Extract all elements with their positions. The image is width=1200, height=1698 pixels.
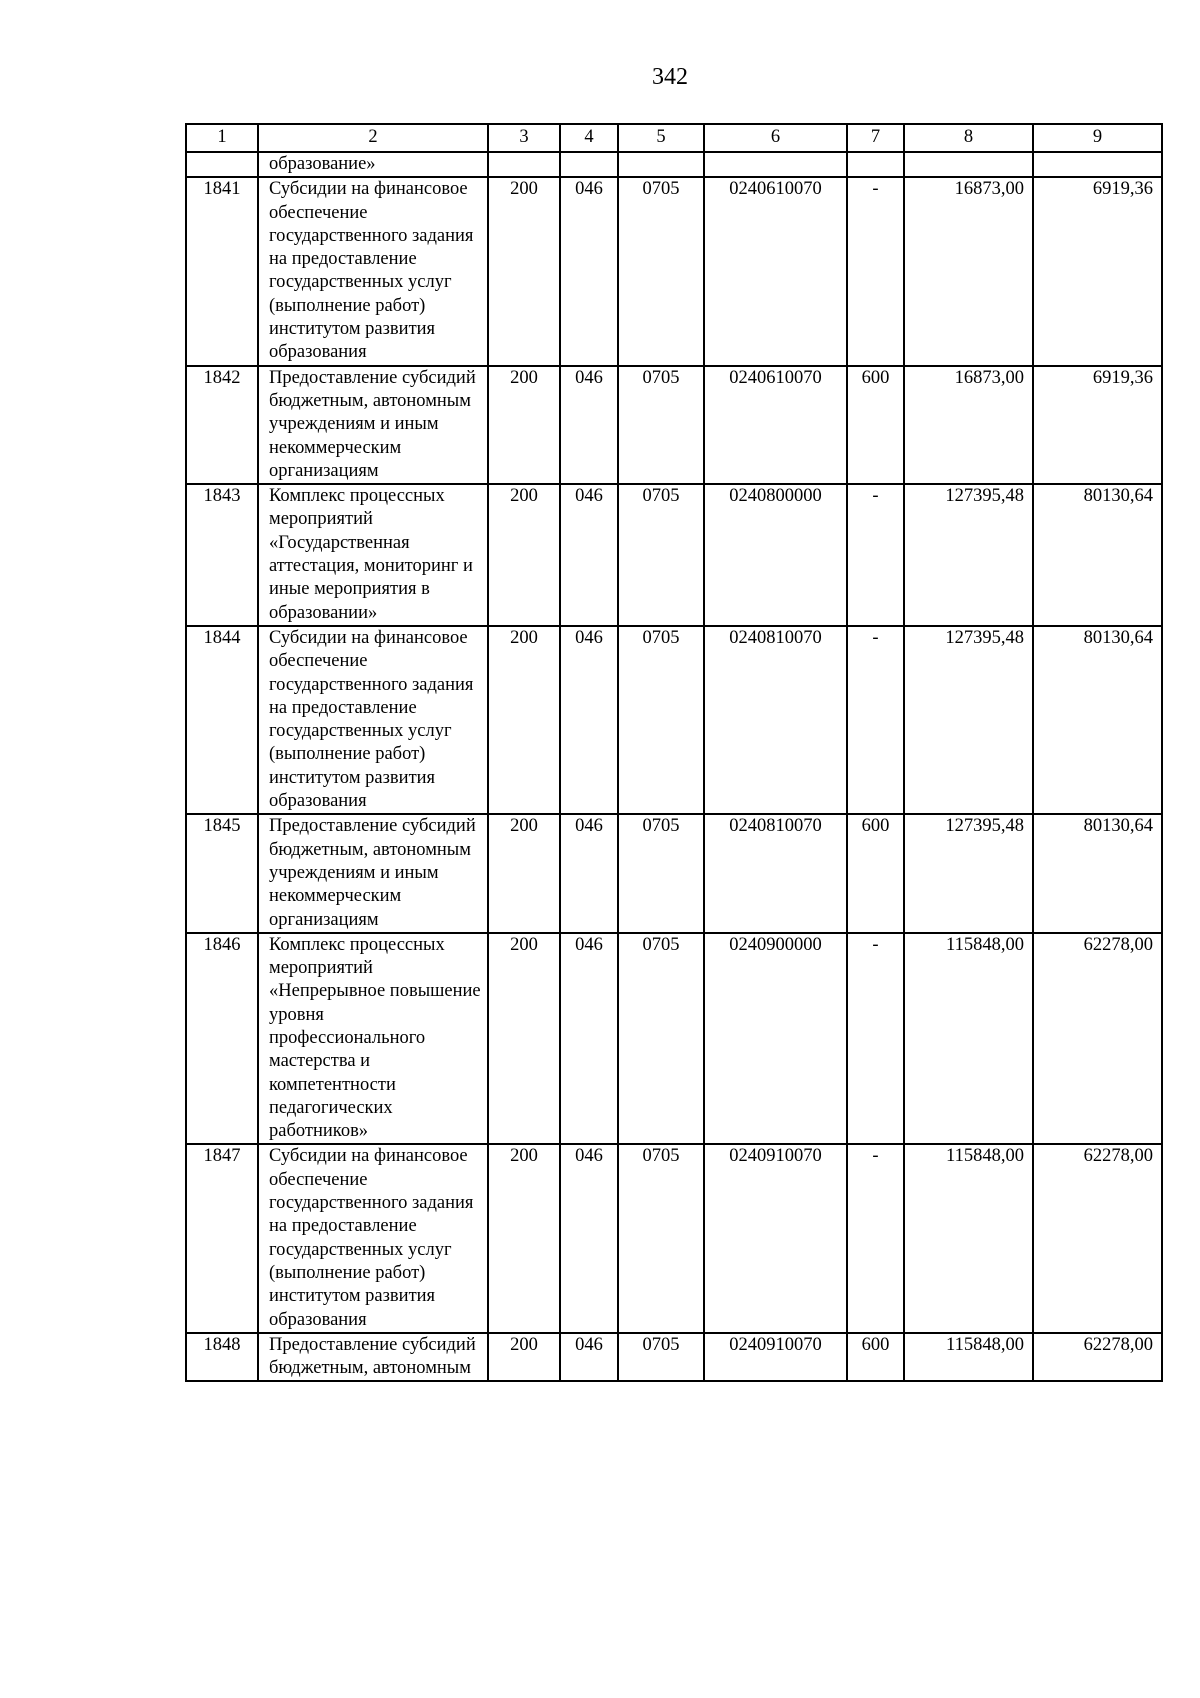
table-row (186, 814, 1162, 932)
row-col6: 0240610070 (704, 366, 847, 484)
row-name: Субсидии на финансовое обеспечение государственного задания на предоставление государственных услуг (выполнение работ) институтом развития образования (258, 626, 488, 814)
row-name: Субсидии на финансовое обеспечение государственного задания на предоставление государственных услуг (выполнение работ) институтом развития образования (258, 1144, 488, 1332)
row-col3: 200 (488, 177, 560, 365)
row-col9: 80130,64 (1033, 626, 1162, 814)
budget-table (185, 123, 1163, 1382)
row-col9: 6919,36 (1033, 177, 1162, 365)
header-cell-5: 5 (618, 124, 704, 152)
row-col9 (1033, 152, 1162, 177)
row-col9: 80130,64 (1033, 814, 1162, 932)
row-col4: 046 (560, 814, 618, 932)
header-cell-3: 3 (488, 124, 560, 152)
row-col3: 200 (488, 1144, 560, 1332)
table-row (186, 177, 1162, 365)
row-col9: 6919,36 (1033, 366, 1162, 484)
row-number: 1842 (186, 366, 258, 484)
row-name: Предоставление субсидий бюджетным, автономным (258, 1333, 488, 1382)
row-col7: - (847, 484, 904, 626)
header-cell-6: 6 (704, 124, 847, 152)
row-name: Субсидии на финансовое обеспечение государственного задания на предоставление государственных услуг (выполнение работ) институтом развития образования (258, 177, 488, 365)
row-name: Комплекс процессных мероприятий «Государственная аттестация, мониторинг и иные мероприятия в образовании» (258, 484, 488, 626)
row-name: Предоставление субсидий бюджетным, автономным учреждениям и иным некоммерческим организациям (258, 814, 488, 932)
row-col3: 200 (488, 626, 560, 814)
row-number: 1845 (186, 814, 258, 932)
table-row (186, 933, 1162, 1145)
row-col5: 0705 (618, 1333, 704, 1382)
row-col8: 115848,00 (904, 1333, 1033, 1382)
row-col5: 0705 (618, 366, 704, 484)
row-col7: - (847, 626, 904, 814)
row-col7 (847, 152, 904, 177)
row-col4: 046 (560, 933, 618, 1145)
row-col7: - (847, 1144, 904, 1332)
row-col8: 127395,48 (904, 484, 1033, 626)
table-row (186, 1144, 1162, 1332)
row-col5 (618, 152, 704, 177)
table-row (186, 366, 1162, 484)
row-col5: 0705 (618, 177, 704, 365)
header-cell-4: 4 (560, 124, 618, 152)
row-col9: 62278,00 (1033, 1144, 1162, 1332)
header-cell-9: 9 (1033, 124, 1162, 152)
row-col6: 0240800000 (704, 484, 847, 626)
row-col6: 0240910070 (704, 1144, 847, 1332)
row-col3: 200 (488, 484, 560, 626)
row-name: Предоставление субсидий бюджетным, автономным учреждениям и иным некоммерческим организациям (258, 366, 488, 484)
row-col8: 127395,48 (904, 814, 1033, 932)
header-row (186, 124, 1162, 152)
row-col6: 0240810070 (704, 626, 847, 814)
row-col9: 62278,00 (1033, 1333, 1162, 1382)
header-cell-7: 7 (847, 124, 904, 152)
row-col7: - (847, 177, 904, 365)
table-row (186, 152, 1162, 177)
row-number: 1843 (186, 484, 258, 626)
row-col6: 0240610070 (704, 177, 847, 365)
row-col4: 046 (560, 1144, 618, 1332)
row-col4 (560, 152, 618, 177)
header-cell-2: 2 (258, 124, 488, 152)
row-col6: 0240810070 (704, 814, 847, 932)
row-col5: 0705 (618, 1144, 704, 1332)
row-number: 1848 (186, 1333, 258, 1382)
row-col7: 600 (847, 366, 904, 484)
table-row (186, 1333, 1162, 1382)
row-col8: 127395,48 (904, 626, 1033, 814)
row-col4: 046 (560, 1333, 618, 1382)
row-col8: 16873,00 (904, 366, 1033, 484)
row-number (186, 152, 258, 177)
row-col3: 200 (488, 814, 560, 932)
row-col6: 0240900000 (704, 933, 847, 1145)
table-row (186, 484, 1162, 626)
row-col4: 046 (560, 177, 618, 365)
row-number: 1844 (186, 626, 258, 814)
row-name: образование» (258, 152, 488, 177)
row-col8: 16873,00 (904, 177, 1033, 365)
row-col3: 200 (488, 933, 560, 1145)
row-col7: 600 (847, 814, 904, 932)
row-col4: 046 (560, 366, 618, 484)
row-col5: 0705 (618, 814, 704, 932)
row-col4: 046 (560, 626, 618, 814)
row-col6: 0240910070 (704, 1333, 847, 1382)
row-number: 1841 (186, 177, 258, 365)
row-number: 1846 (186, 933, 258, 1145)
row-col5: 0705 (618, 484, 704, 626)
row-col3: 200 (488, 1333, 560, 1382)
row-col8: 115848,00 (904, 933, 1033, 1145)
row-number: 1847 (186, 1144, 258, 1332)
row-col7: 600 (847, 1333, 904, 1382)
row-col7: - (847, 933, 904, 1145)
row-col8 (904, 152, 1033, 177)
row-col4: 046 (560, 484, 618, 626)
header-cell-8: 8 (904, 124, 1033, 152)
row-col5: 0705 (618, 933, 704, 1145)
row-col3: 200 (488, 366, 560, 484)
row-col5: 0705 (618, 626, 704, 814)
row-col9: 62278,00 (1033, 933, 1162, 1145)
header-cell-1: 1 (186, 124, 258, 152)
table-row (186, 626, 1162, 814)
row-col3 (488, 152, 560, 177)
row-col6 (704, 152, 847, 177)
row-col8: 115848,00 (904, 1144, 1033, 1332)
row-col9: 80130,64 (1033, 484, 1162, 626)
page-number: 342 (652, 64, 688, 90)
row-name: Комплекс процессных мероприятий «Непрерывное повышение уровня профессионального мастерства и компетентности педагогических работников» (258, 933, 488, 1145)
